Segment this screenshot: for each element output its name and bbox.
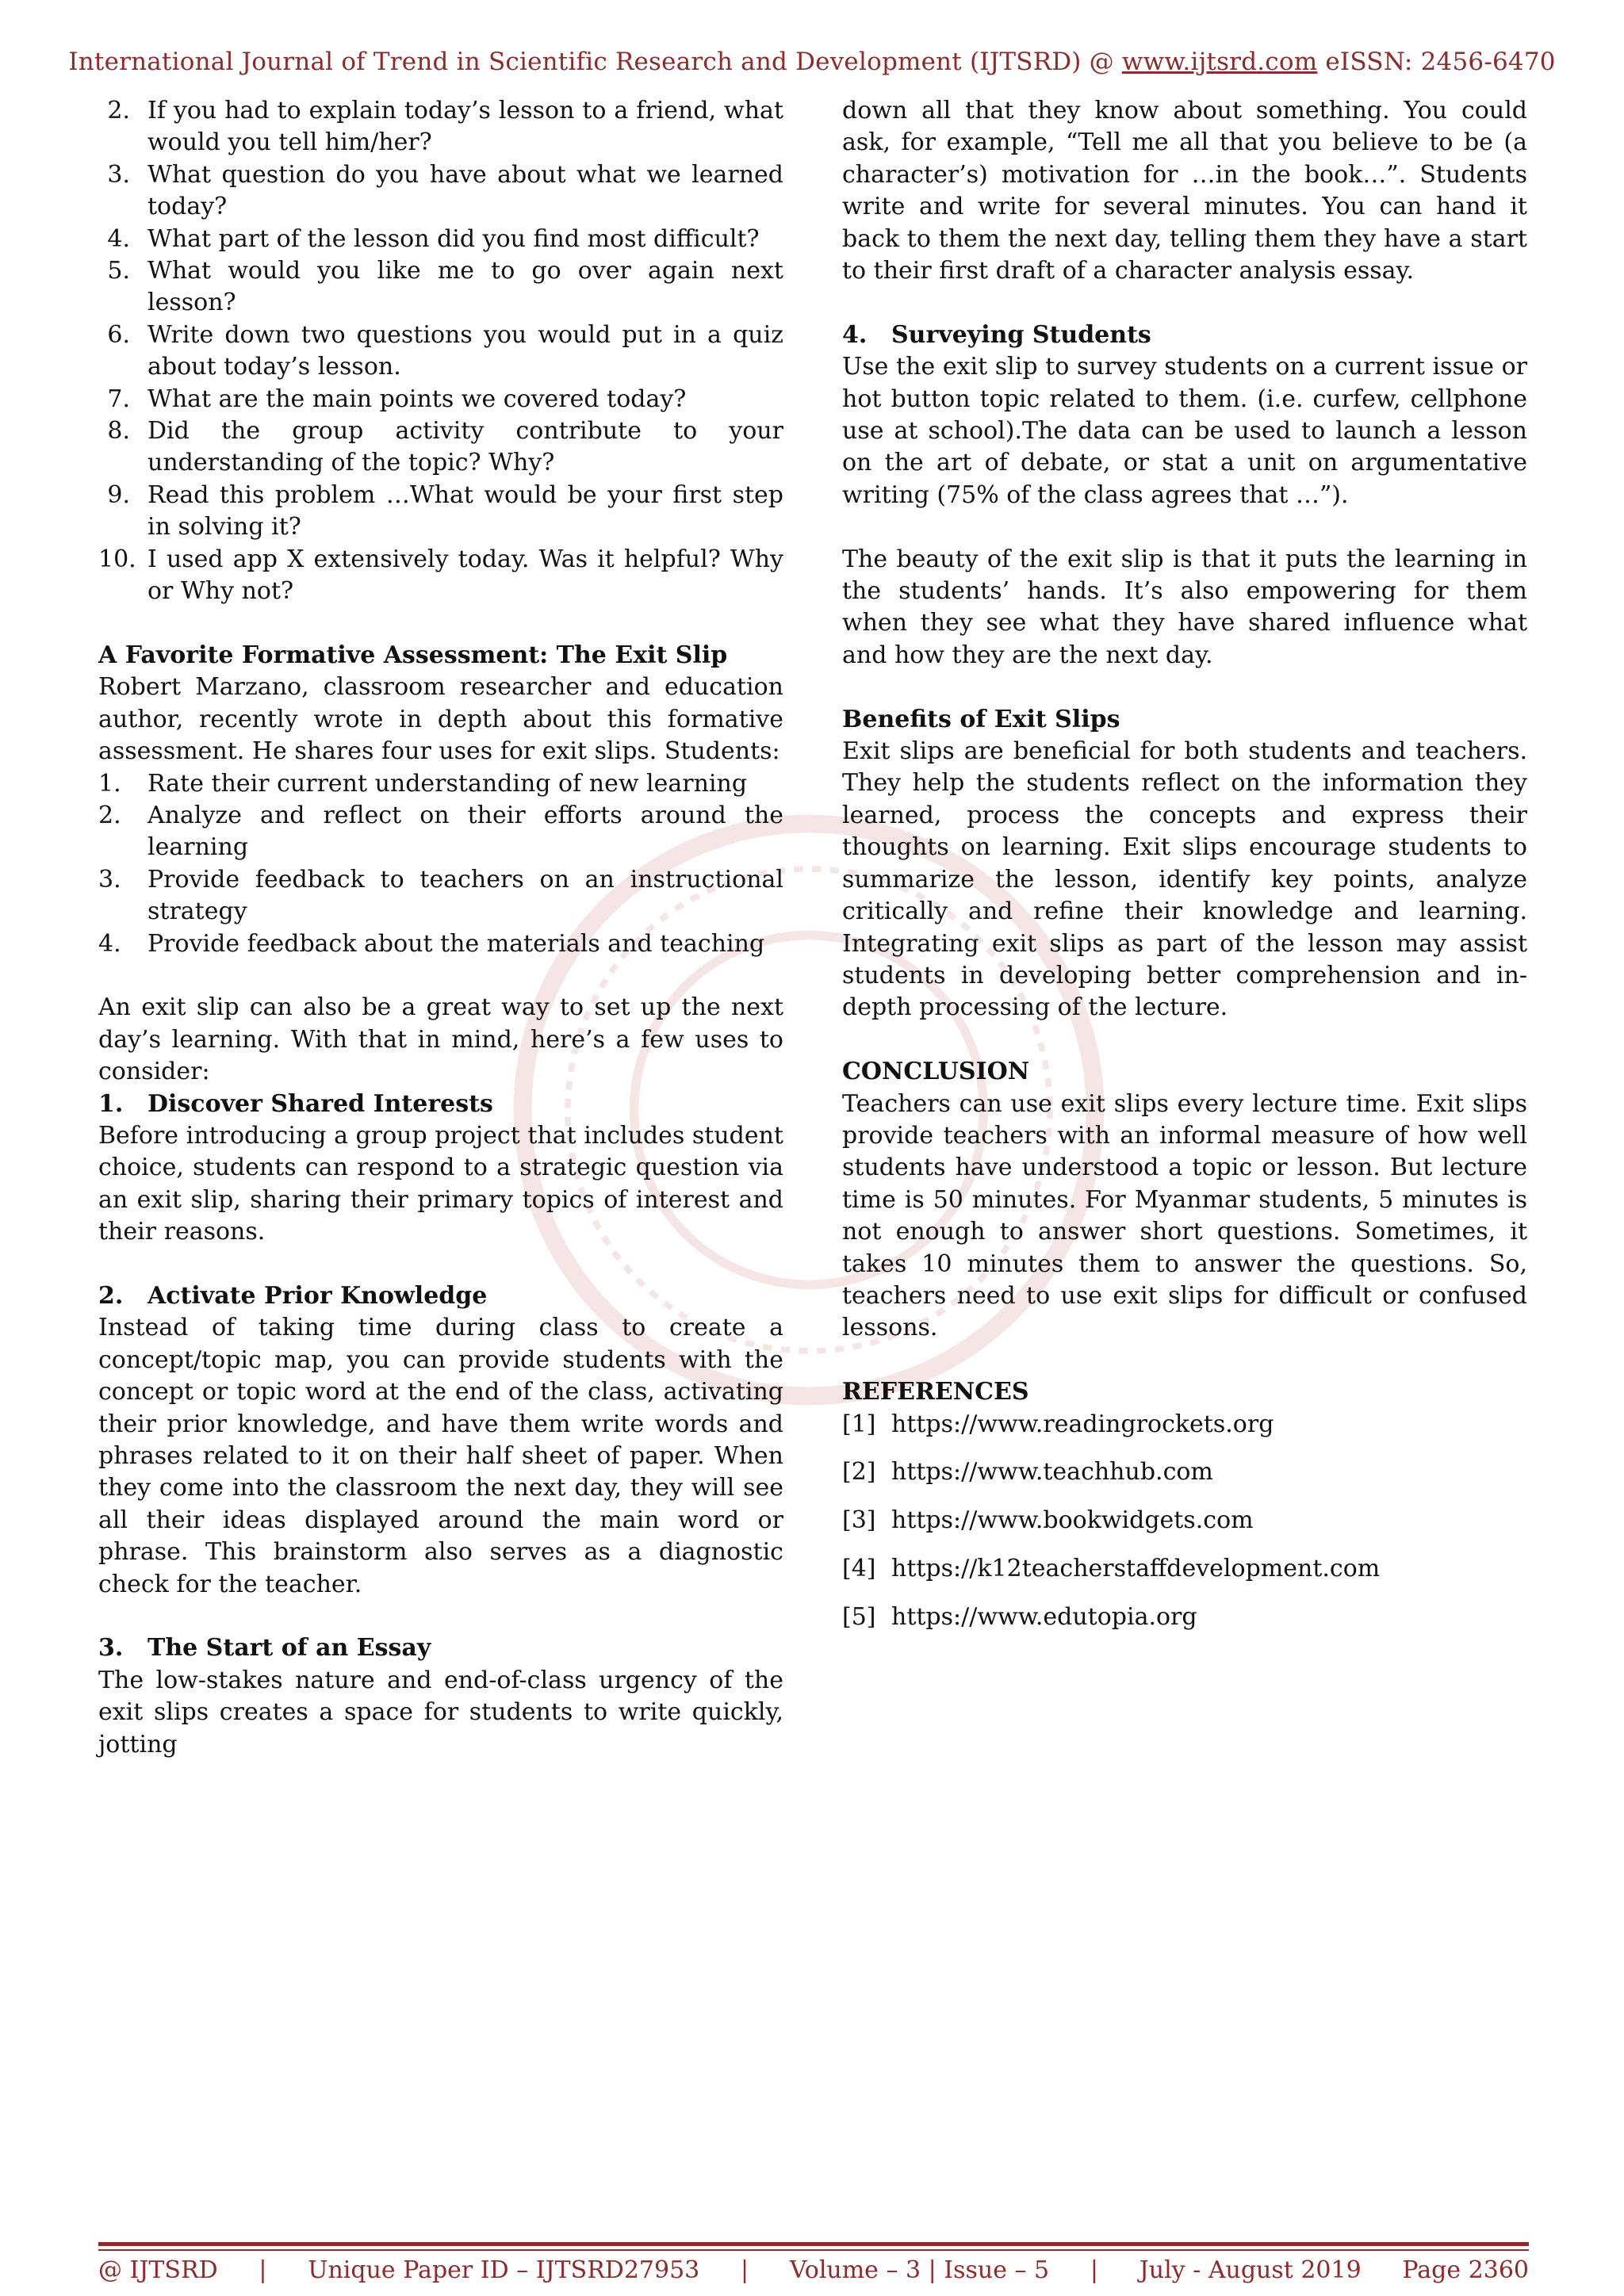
reference-item: [1] https://www.readingrockets.org	[842, 1410, 1274, 1438]
footer-page: Page 2360	[1402, 2256, 1529, 2284]
left-column	[98, 95, 783, 1761]
running-footer	[98, 2256, 1529, 2284]
journal-website-link[interactable]: www.ijtsrd.com	[1121, 48, 1318, 76]
reflection-question-list	[98, 95, 783, 608]
paragraph-benefits: Exit slips are beneficial for both students and teachers. They help the students reflect on the information they learned, process the concepts and express their thoughts on learning. Exit slips encourage students to summarize the lesson, identify key points, analyze critically and refine their knowledge and learning. Integrating exit slips as part of the lesson may assist students in developing better comprehension and in-depth processing of the lecture.	[842, 737, 1527, 1022]
footer-date: July - August 2019	[1139, 2256, 1362, 2284]
list-item: 5. What would you like me to go over again next lesson?	[107, 257, 783, 317]
footer-rule-thin	[98, 2249, 1529, 2251]
journal-name: International Journal of Trend in Scientific Research and Development (IJTSRD) @	[68, 48, 1114, 76]
reference-item: [5] https://www.edutopia.org	[842, 1602, 1197, 1631]
reference-link[interactable]: https://www.bookwidgets.com	[891, 1506, 1254, 1535]
section-heading-shared-interests: 1. Discover Shared Interests	[98, 1089, 493, 1118]
paragraph-prior-knowledge: Instead of taking time during class to create a concept/topic map, you can provide students with the concept or topic word at the end of the class, activating their prior knowledge, and have them write words and phrases related to it on their half sheet of paper. When they come into the classroom the next day, they will see all their ideas displayed around the main word or phrase. This brainstorm also serves as a diagnostic check for the teacher.	[98, 1314, 783, 1598]
section-heading-essay: 3. The Start of an Essay	[98, 1634, 431, 1663]
right-column	[842, 95, 1527, 1650]
list-item: 4. What part of the lesson did you find most difficult?	[107, 224, 760, 253]
reference-item: [4] https://k12teacherstaffdevelopment.com	[842, 1554, 1381, 1582]
footer-separator: |	[1090, 2256, 1098, 2284]
list-item: 9. Read this problem …What would be your first step in solving it?	[107, 480, 783, 541]
reference-link[interactable]: https://www.readingrockets.org	[891, 1410, 1274, 1438]
paragraph-conclusion: Teachers can use exit slips every lecture time. Exit slips provide teachers with an informal measure of how well students have understood a topic or lesson. But lecture time is 50 minutes. For Myanmar students, 5 minutes is not enough to answer short questions. Sometimes, it takes 10 minutes them to answer the questions. So, teachers need to use exit slips for difficult or confused lessons.	[842, 1089, 1527, 1342]
paragraph-setup: An exit slip can also be a great way to set up the next day’s learning. With that in mind, here’s a few uses to consider:	[98, 993, 783, 1086]
reference-item: [3] https://www.bookwidgets.com	[842, 1506, 1254, 1535]
list-item: 8. Did the group activity contribute to your understanding of the topic? Why?	[107, 417, 783, 477]
reference-item: [2] https://www.teachhub.com	[842, 1458, 1213, 1487]
list-item: 3. Provide feedback to teachers on an instructional strategy	[98, 865, 783, 926]
footer-separator: |	[741, 2256, 749, 2284]
list-item: 4. Provide feedback about the materials and teaching	[98, 929, 765, 958]
section-heading-conclusion: CONCLUSION	[842, 1058, 1030, 1086]
list-item: 3. What question do you have about what we learned today?	[107, 160, 783, 221]
section-heading-benefits: Benefits of Exit Slips	[842, 705, 1120, 733]
section-heading-references: REFERENCES	[842, 1378, 1029, 1406]
list-item: 1. Rate their current understanding of new learning	[98, 769, 748, 798]
paragraph-marzano: Robert Marzano, classroom researcher and education author, recently wrote in depth about this formative assessment. He shares four uses for exit slips. Students:	[98, 673, 783, 766]
list-item: 7. What are the main points we covered today?	[107, 385, 687, 413]
footer-rule	[98, 2242, 1529, 2246]
footer-volume: Volume – 3 | Issue – 5	[789, 2256, 1050, 2284]
section-heading-surveying: 4. Surveying Students	[842, 320, 1151, 349]
section-heading-favorite: A Favorite Formative Assessment: The Exit Slip	[98, 641, 728, 669]
footer-separator: |	[259, 2256, 267, 2284]
paragraph-shared-interests: Before introducing a group project that includes student choice, students can respond to a strategic question via an exit slip, sharing their primary topics of interest and their reasons.	[98, 1121, 783, 1246]
list-item: 10. I used app X extensively today. Was it helpful? Why or Why not?	[98, 545, 783, 606]
paragraph-essay-start: The low-stakes nature and end-of-class urgency of the exit slips creates a space for students to write quickly, jotting	[98, 1666, 783, 1758]
reference-list	[842, 1409, 1527, 1634]
list-item: 2. Analyze and reflect on their efforts around the learning	[98, 801, 783, 862]
paragraph-essay-continued: down all that they know about something. You could ask, for example, “Tell me all that you believe to be (a character’s) motivation for …in the book…”. Students write and write for several minutes. You can hand it back to them the next day, telling them they have a start to their first draft of a character analysis essay.	[842, 97, 1527, 285]
running-header	[0, 48, 1624, 76]
paragraph-surveying: Use the exit slip to survey students on a current issue or hot button topic related to them. (i.e. curfew, cellphone use at school).The data can be used to launch a lesson on the art of debate, or stat a unit on argumentative writing (75% of the class agrees that …”).	[842, 353, 1527, 509]
reference-link[interactable]: https://www.teachhub.com	[891, 1458, 1213, 1487]
list-item: 6. Write down two questions you would put in a quiz about today’s lesson.	[107, 320, 783, 381]
section-heading-prior-knowledge: 2. Activate Prior Knowledge	[98, 1281, 488, 1310]
reference-link[interactable]: https://www.edutopia.org	[891, 1602, 1197, 1631]
issn: eISSN: 2456-6470	[1325, 48, 1556, 76]
footer-publisher: @ IJTSRD	[98, 2256, 218, 2284]
paragraph-beauty: The beauty of the exit slip is that it puts the learning in the students’ hands. It’s also empowering for them when they see what they have shared influence what and how they are the next day.	[842, 545, 1527, 669]
reference-link[interactable]: https://k12teacherstaffdevelopment.com	[891, 1554, 1381, 1582]
footer-paper-id: Unique Paper ID – IJTSRD27953	[308, 2256, 700, 2284]
exit-slip-uses-list	[98, 768, 783, 960]
list-item: 2. If you had to explain today’s lesson to a friend, what would you tell him/her?	[107, 97, 783, 157]
